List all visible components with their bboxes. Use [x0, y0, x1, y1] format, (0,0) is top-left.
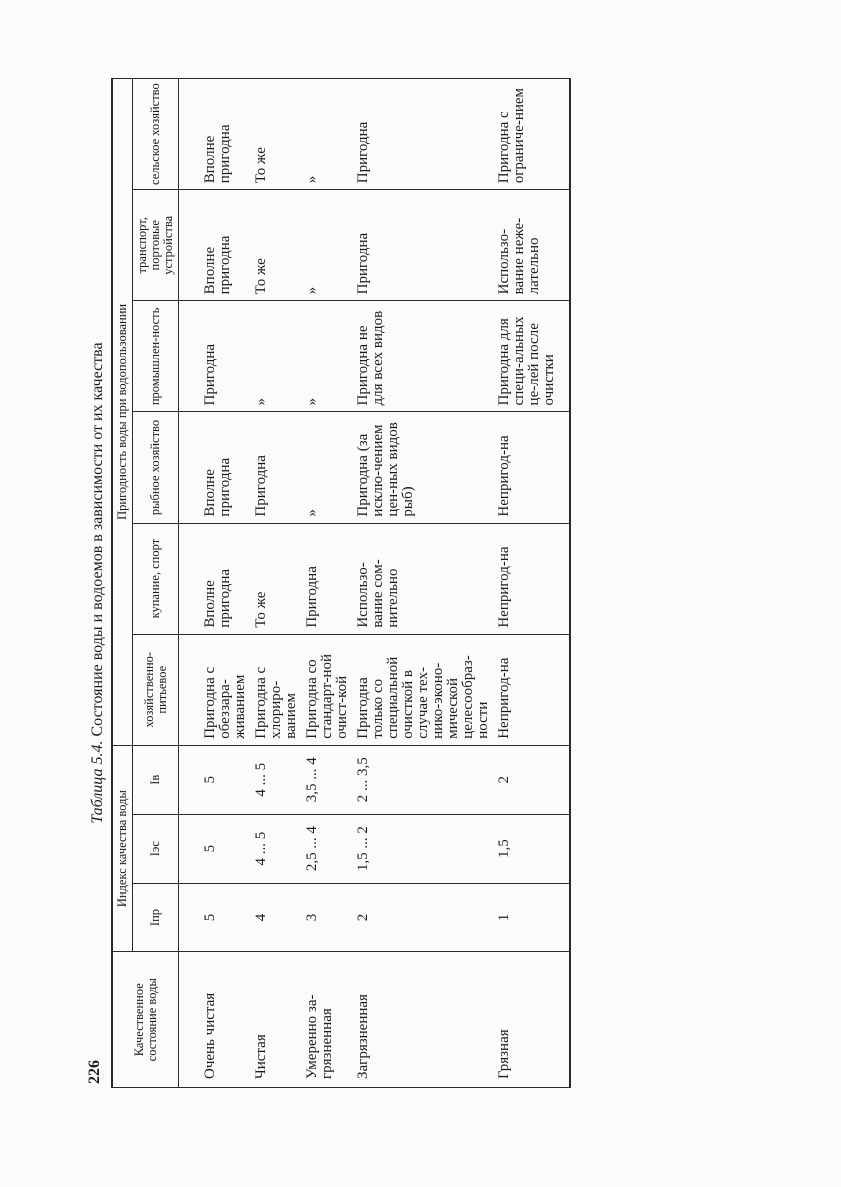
- cell-ies: 4 ... 5: [251, 814, 302, 883]
- cell-drinking: Пригодна с обеззара-живанием: [179, 634, 252, 745]
- cell-transport: То же: [251, 190, 302, 301]
- cell-ies: 2,5 ... 4: [302, 814, 353, 883]
- table-row: [251, 79, 302, 1088]
- cell-industry-ditto: »: [251, 301, 302, 412]
- table-caption-label: Таблица 5.4.: [89, 740, 106, 824]
- cell-ipr: 3: [302, 883, 353, 952]
- rotated-page-content: [85, 78, 765, 1088]
- table-row: [302, 79, 353, 1088]
- cell-fishery: Непригод-на: [494, 412, 570, 523]
- cell-state: Загрязненная: [353, 952, 494, 1088]
- cell-industry: Пригодна: [179, 301, 252, 412]
- cell-fishery: Пригодна: [251, 412, 302, 523]
- cell-bathing: Вполне пригодна: [179, 523, 252, 634]
- page-number: 226: [86, 1060, 103, 1084]
- header-state: Качественное состояние воды: [112, 952, 179, 1088]
- cell-ipr: 1: [494, 883, 570, 952]
- cell-agriculture: Пригодна с ограниче-нием: [494, 79, 570, 190]
- table-caption: [85, 78, 111, 1088]
- header-use-fishery: рыбное хозяйство: [133, 412, 179, 523]
- cell-state: Умеренно за-грязненная: [302, 952, 353, 1088]
- cell-drinking: Непригод-на: [494, 634, 570, 745]
- cell-transport: Использо-вание неже-лательно: [494, 190, 570, 301]
- cell-agriculture: Вполне пригодна: [179, 79, 252, 190]
- table-row: [179, 79, 252, 1088]
- header-index-group: Индекс качества воды: [112, 745, 133, 952]
- cell-fishery: Вполне пригодна: [179, 412, 252, 523]
- cell-state: Очень чистая: [179, 952, 252, 1088]
- cell-iv: 2: [494, 745, 570, 814]
- table-row: [353, 79, 494, 1088]
- header-index-iv: Iв: [133, 745, 179, 814]
- cell-industry: Пригодна не для всех видов: [353, 301, 494, 412]
- cell-bathing: То же: [251, 523, 302, 634]
- cell-agriculture: Пригодна: [353, 79, 494, 190]
- cell-transport: Пригодна: [353, 190, 494, 301]
- header-use-bathing: купание, спорт: [133, 523, 179, 634]
- cell-fishery: Пригодна (за исклю-чением цен-ных видов рыб): [353, 412, 494, 523]
- cell-state: Чистая: [251, 952, 302, 1088]
- cell-ipr: 4: [251, 883, 302, 952]
- header-use-drinking: хозяйственно-питьевое: [133, 634, 179, 745]
- cell-industry: Пригодна для специ-альных це-лей после очистки: [494, 301, 570, 412]
- cell-drinking: Пригодна с хлориро-ванием: [251, 634, 302, 745]
- cell-ies: 1,5 ... 2: [353, 814, 494, 883]
- cell-iv: 3,5 ... 4: [302, 745, 353, 814]
- cell-iv: 4 ... 5: [251, 745, 302, 814]
- table-row: [494, 79, 570, 1088]
- cell-state: Грязная: [494, 952, 570, 1088]
- cell-iv: 2 ... 3,5: [353, 745, 494, 814]
- header-row-1: [112, 79, 133, 1088]
- cell-bathing: Непригод-на: [494, 523, 570, 634]
- cell-bathing: Использо-вание сом-нительно: [353, 523, 494, 634]
- cell-ies: 1,5: [494, 814, 570, 883]
- water-quality-table: [111, 78, 571, 1088]
- cell-drinking: Пригодна только со специальной очисткой в случае тех-нико-эконо-мической целесообраз-ности: [353, 634, 494, 745]
- cell-transport-ditto: »: [302, 190, 353, 301]
- cell-drinking: Пригодна со стандарт-ной очист-кой: [302, 634, 353, 745]
- header-index-ies: Iэс: [133, 814, 179, 883]
- header-use-group: Пригодность воды при водопользовании: [112, 79, 133, 746]
- cell-bathing: Пригодна: [302, 523, 353, 634]
- header-row-2: [133, 79, 179, 1088]
- header-index-ipr: Iпр: [133, 883, 179, 952]
- cell-iv: 5: [179, 745, 252, 814]
- cell-fishery-ditto: »: [302, 412, 353, 523]
- header-use-transport: транспорт, портовые устройства: [133, 190, 179, 301]
- header-use-industry: промышлен-ность: [133, 301, 179, 412]
- cell-agriculture: То же: [251, 79, 302, 190]
- table-caption-text: Состояние воды и водоемов в зависимости от их качества: [89, 342, 106, 737]
- header-use-agriculture: сельское хозяйство: [133, 79, 179, 190]
- cell-ipr: 5: [179, 883, 252, 952]
- cell-transport: Вполне пригодна: [179, 190, 252, 301]
- cell-agriculture-ditto: »: [302, 79, 353, 190]
- cell-ipr: 2: [353, 883, 494, 952]
- cell-industry-ditto: »: [302, 301, 353, 412]
- cell-ies: 5: [179, 814, 252, 883]
